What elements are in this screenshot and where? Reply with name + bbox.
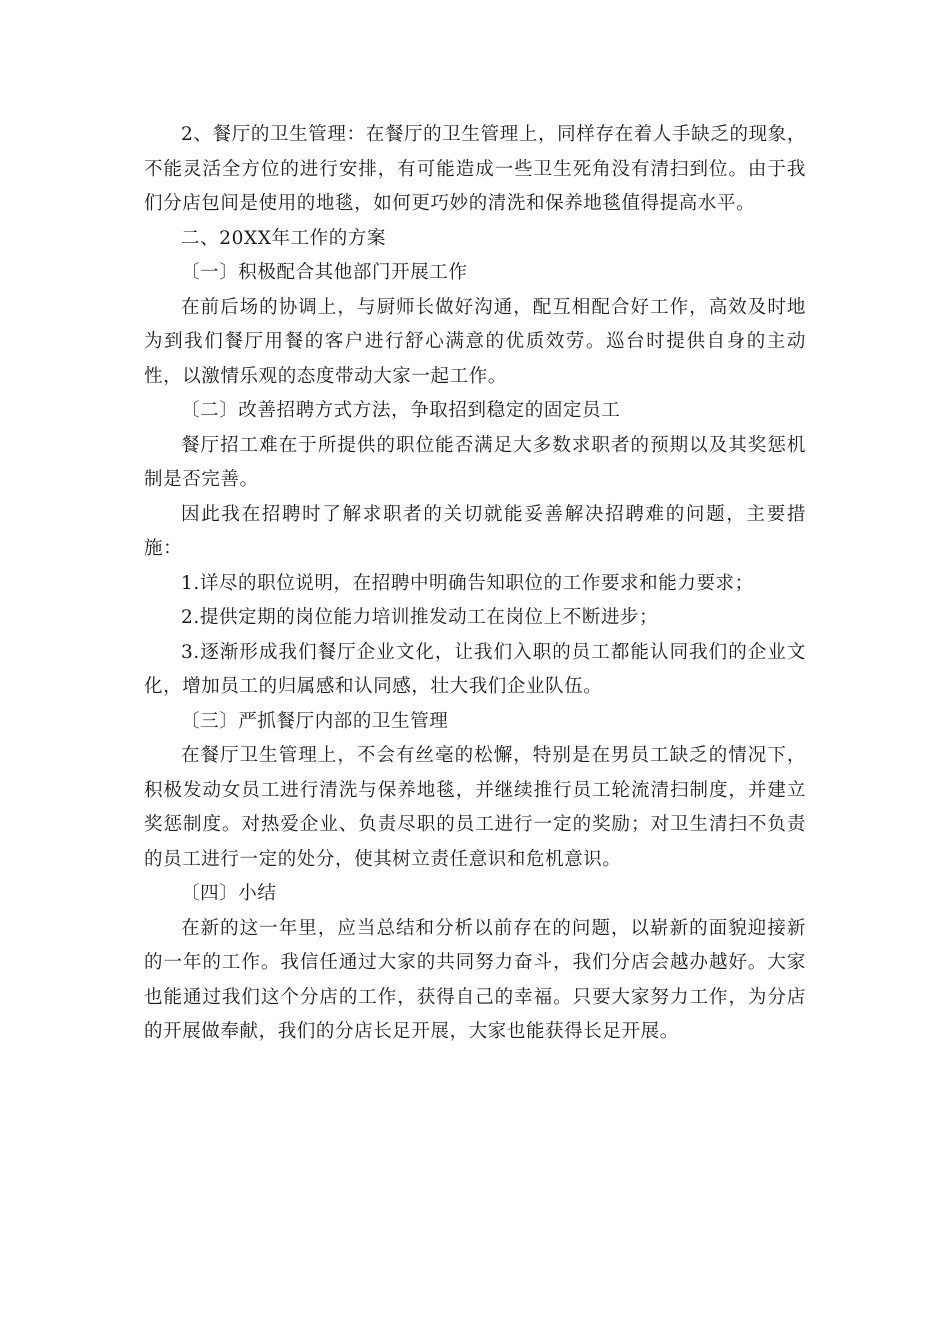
paragraph-hygiene-management: 2、餐厅的卫生管理：在餐厅的卫生管理上，同样存在着人手缺乏的现象，不能灵活全方位的进行安排，有可能造成一些卫生死角没有清扫到位。由于我们分店包间是使用的地毯，如何更巧妙的清洗和保养地毯值得提高水平。 — [144, 124, 806, 214]
subheading-internal-hygiene: 〔三〕严抓餐厅内部的卫生管理 — [181, 710, 449, 732]
subheading-cooperation: 〔一〕积极配合其他部门开展工作 — [181, 262, 468, 283]
paragraph-cooperation: 在前后场的协调上，与厨师长做好沟通，配互相配合好工作，高效及时地为到我们餐厅用餐的客户进行舒心满意的优质效劳。巡台时提供自身的主动性，以激情乐观的态度带动大家一起工作。 — [144, 296, 806, 387]
paragraph-internal-hygiene: 在餐厅卫生管理上，不会有丝毫的松懈，特别是在男员工缺乏的情况下，积极发动女员工进行清洗与保养地毯，并继续推行员工轮流清扫制度，并建立奖惩制度。对热爱企业、负责尽职的员工进行一定的奖励；对卫生清扫不负责的员工进行一定的处分，使其树立责任意识和危机意识。 — [144, 745, 806, 870]
paragraph-recruitment-measures: 因此我在招聘时了解求职者的关切就能妥善解决招聘难的问题，主要措施： — [144, 503, 806, 559]
list-item-1: 1.详尽的职位说明，在招聘中明确告知职位的工作要求和能力要求； — [181, 572, 754, 594]
subheading-summary: 〔四〕小结 — [181, 883, 277, 904]
paragraph-recruitment-difficulty: 餐厅招工难在于所提供的职位能否满足大多数求职者的预期以及其奖惩机制是否完善。 — [144, 434, 806, 490]
section-heading-work-plan: 二、20XX年工作的方案 — [181, 227, 387, 249]
list-item-3: 3.逐渐形成我们餐厅企业文化，让我们入职的员工都能认同我们的企业文化，增加员工的归属感和认同感，壮大我们企业队伍。 — [144, 641, 806, 697]
subheading-recruitment: 〔二〕改善招聘方式方法，争取招到稳定的固定员工 — [181, 400, 621, 421]
paragraph-summary: 在新的这一年里，应当总结和分析以前存在的问题，以崭新的面貌迎接新的一年的工作。我信任通过大家的共同努力奋斗，我们分店会越办越好。大家也能通过我们这个分店的工作，获得自己的幸福。只要大家努力工作，为分店的开展做奉献，我们的分店长足开展，大家也能获得长足开展。 — [144, 917, 806, 1042]
document-body — [144, 118, 806, 1050]
list-item-2: 2.提供定期的岗位能力培训推发动工在岗位上不断进步； — [181, 607, 659, 628]
